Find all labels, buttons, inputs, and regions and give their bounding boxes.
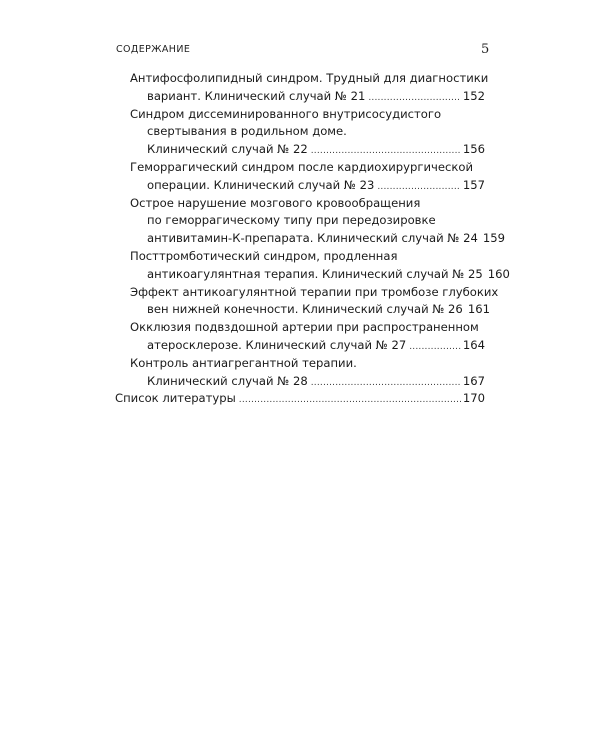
page-number: 5 [481, 42, 490, 57]
toc-entry-case-23[interactable] [0, 159, 600, 195]
toc-entry-last-line [0, 88, 485, 106]
toc-entry-page-number: 161 [467, 302, 490, 317]
toc-entry-title-line: Посттромботический синдром, продленная [130, 248, 398, 263]
dot-leader [239, 392, 461, 410]
toc-entry-page-number: 159 [482, 231, 505, 246]
toc-entry-last-line [0, 390, 485, 408]
toc-entry-page-number: 156 [462, 142, 485, 157]
toc-entry-case-21[interactable] [0, 70, 600, 106]
toc-entry-title-end: операции. Клинический случай № 23 [147, 177, 375, 192]
toc-entry-title-end: Клинический случай № 22 [147, 142, 308, 157]
toc-entry-case-24[interactable] [0, 195, 600, 248]
toc-entry-title-end: вен нижней конечности. Клинический случай № 26 [147, 302, 463, 317]
toc-entry-title-line: Геморрагический синдром после кардиохирургической [130, 159, 473, 174]
toc-entry-title-end: Клинический случай № 28 [147, 373, 308, 388]
toc-entry-case-26[interactable] [0, 284, 600, 320]
toc-entry-page-number: 164 [462, 337, 485, 352]
table-of-contents [0, 70, 600, 408]
toc-entry-title-end: вариант. Клинический случай № 21 [147, 88, 366, 103]
running-head: СОДЕРЖАНИЕ [116, 44, 191, 55]
toc-entry-page-number: 152 [462, 88, 485, 103]
toc-entry-title-line: Контроль антиагрегантной терапии. [130, 355, 357, 370]
toc-entry-last-line [0, 177, 485, 195]
toc-entry-case-28[interactable] [0, 355, 600, 391]
toc-entry-title-end: антикоагулянтная терапия. Клинический случай № 25 [147, 266, 483, 281]
toc-entry-page-number: 167 [462, 373, 485, 388]
toc-entry-title-end: атеросклерозе. Клинический случай № 27 [147, 337, 407, 352]
toc-entry-last-line [0, 301, 490, 319]
toc-entry-page-number: 170 [462, 391, 485, 406]
toc-entry-last-line [0, 230, 505, 248]
toc-entry-last-line [0, 337, 485, 355]
toc-entry-case-22[interactable] [0, 106, 600, 159]
toc-entry-last-line [0, 373, 485, 391]
toc-entry-title-line: Антифосфолипидный синдром. Трудный для диагностики [130, 71, 489, 85]
toc-entry-title-line: свертывания в родильном доме. [147, 124, 347, 139]
toc-entry-title-end: антивитамин-К-препарата. Клинический случай № 24 [147, 231, 478, 246]
toc-entry-title-line: Окклюзия подвздошной артерии при распространенном [130, 320, 479, 335]
toc-entry-title-end: Список литературы [115, 391, 236, 406]
toc-entry-case-25[interactable] [0, 248, 600, 284]
toc-entry-title-line: Эффект антикоагулянтной терапии при тромбозе глубоких [130, 284, 499, 299]
toc-entry-case-27[interactable] [0, 319, 600, 355]
toc-entry-title-line: Острое нарушение мозгового кровообращения [130, 195, 421, 210]
toc-entry-page-number: 160 [487, 266, 510, 281]
toc-entry-page-number: 157 [462, 177, 485, 192]
toc-entry-title-line: по геморрагическому типу при передозировке [147, 213, 436, 228]
toc-entry-title-line: Синдром диссеминированного внутрисосудистого [130, 106, 442, 121]
toc-entry-last-line [0, 266, 510, 284]
toc-entry-references[interactable] [0, 390, 600, 408]
toc-entry-last-line [0, 141, 485, 159]
